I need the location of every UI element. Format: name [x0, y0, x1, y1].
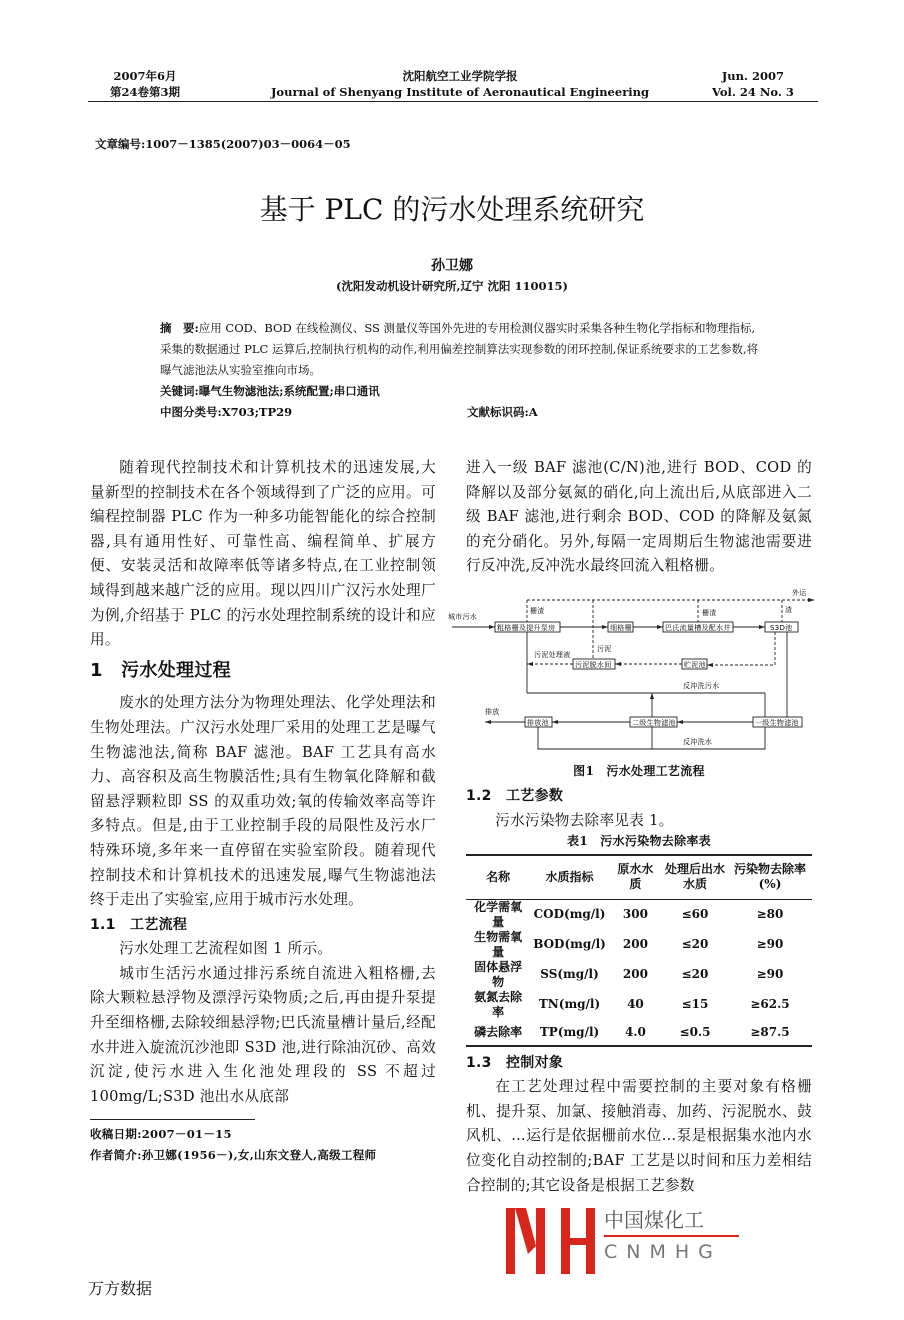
removal-rate-table — [466, 854, 812, 1047]
clc-number: 中图分类号:X703;TP29 — [160, 405, 293, 419]
section-heading: 1 污水处理过程 — [90, 659, 231, 681]
header-right — [712, 68, 794, 100]
table-caption: 表1 污水污染物去除率表 — [567, 834, 711, 849]
cell: 化学需氧量 — [474, 899, 523, 929]
box-discharge-pool: 排放池 — [527, 718, 549, 727]
cell: ≤60 — [681, 907, 709, 922]
page-title: 基于 PLC 的污水处理系统研究 — [259, 193, 645, 226]
section-heading: 1.2 工艺参数 — [466, 787, 564, 804]
label-sludge-liquid: 污泥处理液 — [534, 650, 571, 659]
cell: 氨氮去除率 — [474, 989, 523, 1019]
header-left — [110, 68, 180, 100]
doc-code: 文献标识码:A — [467, 405, 538, 419]
journal-en: Journal of Shenyang Institute of Aeronautical Engineering — [270, 85, 650, 99]
affiliation: (沈阳发动机设计研究所,辽宁 沈阳 110015) — [336, 279, 568, 293]
abstract — [160, 318, 760, 381]
paragraph: 城市生活污水通过排污系统自流进入粗格栅,去除大颗粒悬浮物及漂浮污染物质;之后,再由提升泵提升至细格栅,去除较细悬浮物;巴氏流量槽计量后,经配水井进入旋流沉沙池即 S3D 池,进行除油沉砂、高效沉淀,使污水进入生化池处理段的 SS 不超过 100mg/L;S3D 池出水从底部 — [90, 964, 436, 1105]
table-header-row — [466, 855, 812, 899]
figure-caption: 图1 污水处理工艺流程 — [573, 763, 705, 778]
table-row — [466, 899, 812, 930]
section-heading: 1.1 工艺流程 — [90, 916, 188, 933]
label-backwash-water: 反冲洗水 — [683, 737, 713, 746]
cell: BOD(mg/l) — [533, 937, 606, 952]
table-row — [466, 930, 812, 960]
cell: TP(mg/l) — [539, 1024, 600, 1039]
abstract-label: 摘 要: — [160, 321, 199, 335]
author-bio: 作者简介:孙卫娜(1956－),女,山东文登人,高级工程师 — [90, 1148, 377, 1163]
box-fine-screen: 细格栅 — [610, 623, 632, 632]
footer-source: 万方数据 — [88, 1279, 153, 1298]
watermark-logo-icon — [506, 1206, 596, 1276]
box-stage1-filter: 一级生物滤池 — [755, 718, 799, 727]
table-row — [466, 1020, 812, 1046]
cell: TN(mg/l) — [538, 997, 601, 1012]
box-stage2-filter: 二级生物滤池 — [632, 718, 676, 727]
cell: 200 — [622, 937, 648, 952]
journal-cn: 沈阳航空工业学院学报 — [402, 69, 518, 83]
header-volume: 第24卷第3期 — [110, 85, 181, 99]
paragraph: 在工艺处理过程中需要控制的主要对象有格栅机、提升泵、加氯、接触消毒、加药、污泥脱水、鼓风机、…运行是依据栅前水位…泵是根据集水池内水位变化自动控制的;BAF 工艺是以时间和压力差相结合控制的;其它设备是根据工艺参数 — [466, 1078, 812, 1194]
header-center — [260, 68, 660, 100]
cell: 生物需氧量 — [474, 929, 523, 959]
box-dewatering: 污泥脱水间 — [575, 660, 612, 669]
label-city-sewage: 城市污水 — [448, 612, 478, 621]
header-rule — [88, 101, 818, 102]
label-slag: 渣 — [785, 605, 793, 614]
label-export: 外运 — [792, 588, 807, 597]
cell: 300 — [622, 907, 648, 922]
table-row — [466, 990, 812, 1020]
cell: ≤15 — [681, 997, 709, 1012]
author: 孙卫娜 — [431, 258, 473, 274]
paragraph: 废水的处理方法分为物理处理法、化学处理法和生物处理法。广汉污水处理厂采用的处理工艺是曝气生物滤池法,简称 BAF 滤池。BAF 工艺具有高水力、高容积及高生物膜活性;具有生物氧化降解和截留悬浮颗粒即 SS 的双重功效;氧的传输效率高等许多特点。但是,由于工业控制手段的局限性及污水厂特殊环境,多年来一直停留在实验室阶段。随着现代控制技术和计算机技术的迅速发展,曝气生物滤池法终于走出了实验室,应用于城市污水处理。 — [90, 694, 436, 909]
label-sludge: 污泥 — [597, 644, 612, 653]
watermark-cn: 中国煤化工 — [604, 1208, 704, 1233]
paragraph: 进入一级 BAF 滤池(C/N)池,进行 BOD、COD 的降解以及部分氨氮的硝化,向上流出后,从底部进入二级 BAF 滤池,进行剩余 BOD、COD 的降解及氨氮的充分硝化。另外,每隔一定周期后生物滤池需要进行反冲洗,反冲洗水最终回流入粗格栅。 — [466, 459, 812, 575]
watermark-rule — [604, 1235, 739, 1237]
cell: ≤20 — [681, 967, 709, 982]
column-header: 原水水质 — [617, 862, 654, 892]
front-matter — [160, 318, 760, 423]
label-screenings: 栅渣 — [702, 608, 717, 617]
label-backwash-sewage: 反冲洗污水 — [683, 681, 720, 690]
label-screenings: 栅渣 — [530, 606, 545, 615]
box-coarse-screen: 粗格栅及提升泵房 — [497, 623, 556, 632]
cell: ≥90 — [756, 967, 784, 982]
header-volume-en: Vol. 24 No. 3 — [712, 85, 794, 99]
column-header: 污染物去除率(%) — [733, 862, 806, 892]
cell: ≥80 — [756, 907, 784, 922]
cell: COD(mg/l) — [533, 907, 606, 922]
cell: 40 — [627, 997, 644, 1012]
paragraph: 随着现代控制技术和计算机技术的迅速发展,大量新型的控制技术在各个领域得到了广泛的应用。可编程控制器 PLC 作为一种多功能智能化的综合控制器,具有通用性好、可靠性高、编程简单、扩展方便、安装灵活和故障率低等诸多特点,在工业控制领域得到越来越广泛的应用。现以四川广汉污水处理厂为例,介绍基于 PLC 的污水处理控制系统的设计和应用。 — [90, 459, 436, 649]
left-column — [90, 456, 436, 1164]
footnote-rule — [90, 1119, 255, 1120]
process-flow-diagram — [440, 587, 820, 757]
cell: 4.0 — [624, 1024, 646, 1039]
table-row — [466, 960, 812, 990]
paragraph: 污水处理工艺流程如图 1 所示。 — [119, 940, 333, 958]
column-header: 处理后出水水质 — [665, 862, 726, 892]
header-date: 2007年6月 — [113, 69, 177, 83]
cell: ≥62.5 — [750, 997, 790, 1012]
cell: SS(mg/l) — [540, 967, 599, 982]
classification-row — [160, 402, 760, 423]
right-column — [448, 456, 812, 1276]
article-id: 文章编号:1007－1385(2007)03－0064－05 — [95, 137, 351, 151]
column-header: 水质指标 — [545, 869, 594, 884]
cell: ≤0.5 — [679, 1024, 711, 1039]
keywords: 关键词:曝气生物滤池法;系统配置;串口通讯 — [160, 384, 380, 398]
cell: 固体悬浮物 — [474, 959, 523, 989]
received-date: 收稿日期:2007－01－15 — [90, 1127, 232, 1142]
watermark — [506, 1206, 751, 1276]
paragraph: 污水污染物去除率见表 1。 — [495, 811, 674, 829]
box-sludge-storage: 贮泥池 — [684, 660, 706, 669]
box-parshall-flume: 巴氏流量槽及配水井 — [665, 623, 731, 632]
cell: 磷去除率 — [474, 1024, 523, 1039]
abstract-text: 应用 COD、BOD 在线检测仪、SS 测量仪等国外先进的专用检测仪器实时采集各种生物化学指标和物理指标,采集的数据通过 PLC 运算后,控制执行机构的动作,利用偏差控制算法实现参数的闭环控制,保证系统要求的工艺参数,将曝气滤池法从实验室推向市场。 — [160, 321, 759, 377]
watermark-en: CNMHG — [604, 1241, 722, 1264]
cell: ≤20 — [681, 937, 709, 952]
section-heading: 1.3 控制对象 — [466, 1054, 564, 1071]
header-date-en: Jun. 2007 — [721, 69, 785, 83]
box-s3d: S3D池 — [770, 623, 793, 632]
cell: 200 — [622, 967, 648, 982]
column-header: 名称 — [486, 869, 511, 884]
label-discharge: 排放 — [485, 707, 500, 716]
cell: ≥87.5 — [750, 1024, 790, 1039]
cell: ≥90 — [756, 937, 784, 952]
